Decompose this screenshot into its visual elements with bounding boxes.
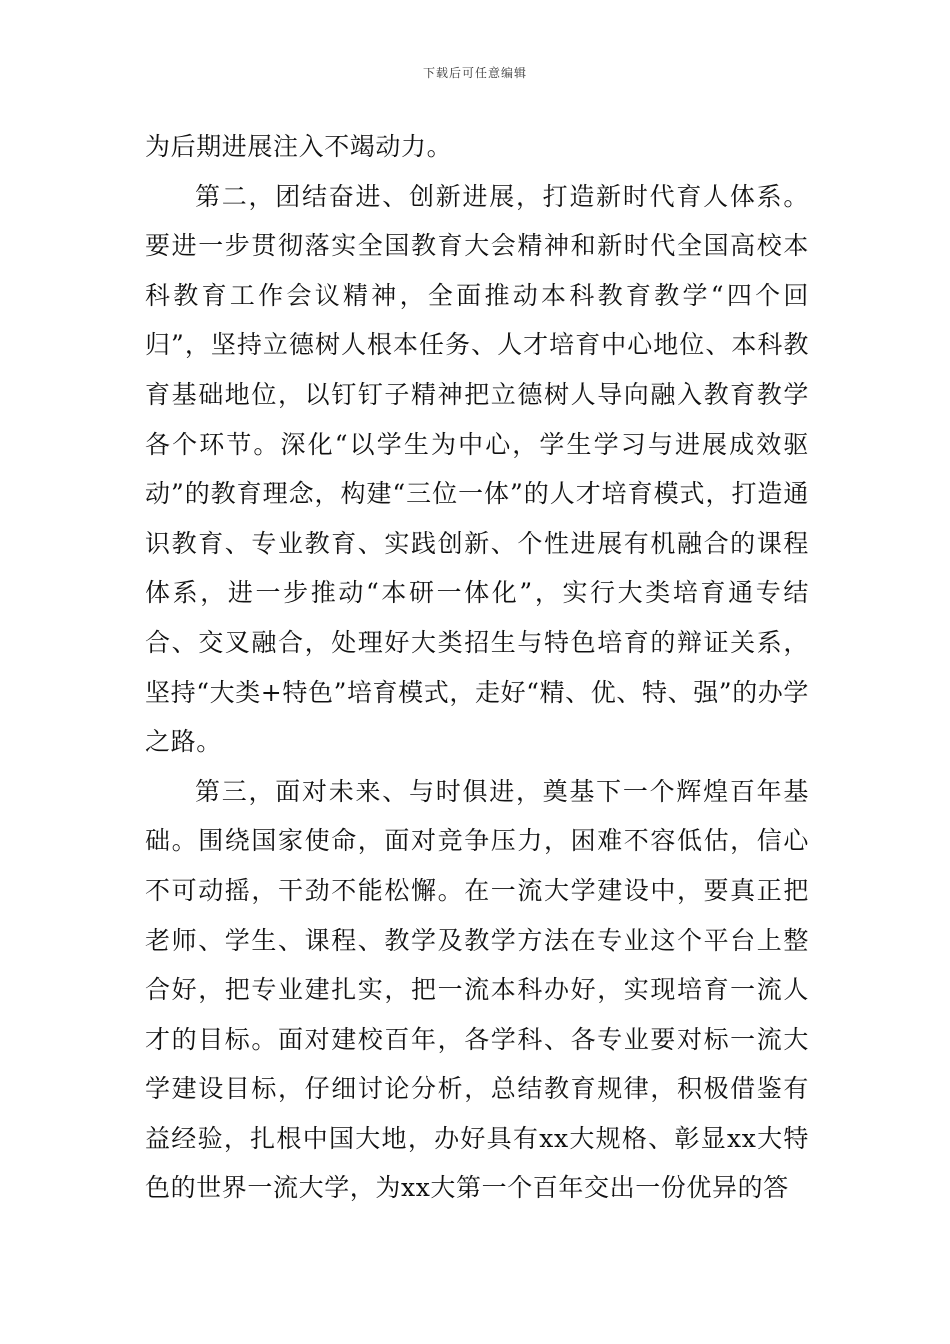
page-header: 下载后可任意编辑	[422, 66, 527, 80]
document-body	[145, 122, 809, 1213]
paragraph-2: 第二，团结奋进、创新进展，打造新时代育人体系。要进一步贯彻落实全国教育大会精神和新时代全国高校本科教育工作会议精神，全面推动本科教育教学“四个回归”，坚持立德树人根本任务、人才培育中心地位、本科教育基础地位，以钉钉子精神把立德树人导向融入教育教学各个环节。深化“以学生为中心，学生学习与进展成效驱动”的教育理念，构建“三位一体”的人才培育模式，打造通识教育、专业教育、实践创新、个性进展有机融合的课程体系，进一步推动“本研一体化”，实行大类培育通专结合、交叉融合，处理好大类招生与特色培育的辩证关系，坚持“大类+特色”培育模式，走好“精、优、特、强”的办学之路。	[145, 181, 809, 757]
paragraph-1: 为后期进展注入不竭动力。	[145, 132, 453, 161]
paragraph-3: 第三，面对未来、与时俱进，奠基下一个辉煌百年基础。围绕国家使命，面对竞争压力，困难不容低估，信心不可动摇，干劲不能松懈。在一流大学建设中，要真正把老师、学生、课程、教学及教学方法在专业这个平台上整合好，把专业建扎实，把一流本科办好，实现培育一流人才的目标。面对建校百年，各学科、各专业要对标一流大学建设目标，仔细讨论分析，总结教育规律，积极借鉴有益经验，扎根中国大地，办好具有xx大规格、彰显xx大特色的世界一流大学，为xx大第一个百年交出一份优异的答	[145, 776, 809, 1203]
